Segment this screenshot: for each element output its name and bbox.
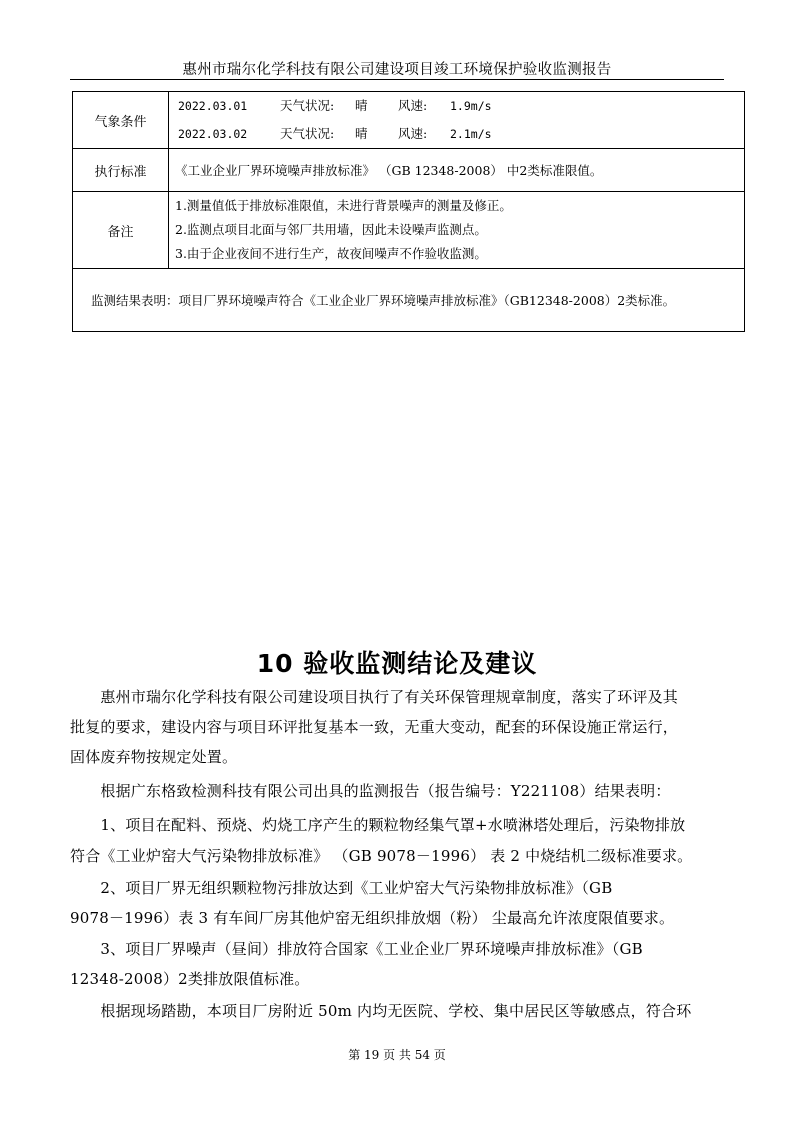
weather-cond-label: 天气状况: bbox=[280, 126, 335, 141]
section-title: 10 验收监测结论及建议 bbox=[256, 649, 538, 678]
standard-text: 《工业企业厂界环境噪声排放标准》 （GB 12348-2008） 中2类标准限值。 bbox=[169, 149, 745, 192]
weather-line bbox=[170, 95, 743, 117]
body-paragraph-line: 固体废弃物按规定处置。 bbox=[70, 748, 238, 766]
weather-label: 气象条件 bbox=[73, 92, 169, 149]
standard-label: 执行标准 bbox=[73, 149, 169, 192]
weather-date: 2022.03.01 bbox=[178, 99, 248, 113]
notes-label: 备注 bbox=[73, 192, 169, 269]
weather-cond: 晴 bbox=[355, 126, 368, 141]
report-header: 惠州市瑞尔化学科技有限公司建设项目竣工环境保护验收监测报告 bbox=[182, 62, 612, 78]
wind-speed: 2.1m/s bbox=[450, 127, 492, 141]
body-paragraph-line: 批复的要求，建设内容与项目环评批复基本一致，无重大变动，配套的环保设施正常运行， bbox=[70, 718, 679, 736]
body-paragraph-line: 2、项目厂界无组织颗粒物污排放达到《工业炉窑大气污染物排放标准》（GB bbox=[70, 879, 613, 897]
monitoring-result: 监测结果表明：项目厂界环境噪声符合《工业企业厂界环境噪声排放标准》（GB12348-2008）2类标准。 bbox=[73, 269, 745, 332]
monitoring-conditions-table bbox=[72, 91, 745, 332]
body-paragraph-line: 根据现场踏勘，本项目厂房附近 50m 内均无医院、学校、集中居民区等敏感点，符合环 bbox=[70, 1002, 692, 1020]
note-item: 2.监测点项目北面与邻厂共用墙，因此未设噪声监测点。 bbox=[175, 222, 487, 237]
body-paragraph-line: 根据广东格致检测科技有限公司出具的监测报告（报告编号：Y221108）结果表明： bbox=[70, 782, 671, 800]
table-row-weather bbox=[73, 92, 745, 149]
header-divider bbox=[70, 79, 724, 80]
page-number: 第 19 页 共 54 页 bbox=[348, 1048, 446, 1062]
weather-cond-label: 天气状况: bbox=[280, 98, 335, 113]
weather-cond: 晴 bbox=[355, 98, 368, 113]
body-paragraph-line: 符合《工业炉窑大气污染物排放标准》 （GB 9078－1996） 表 2 中烧结机二级标准要求。 bbox=[70, 847, 693, 865]
weather-date: 2022.03.02 bbox=[178, 127, 248, 141]
wind-speed: 1.9m/s bbox=[450, 99, 492, 113]
body-paragraph-line: 1、项目在配料、预烧、灼烧工序产生的颗粒物经集气罩+水喷淋塔处理后，污染物排放 bbox=[70, 816, 686, 834]
table-row-result bbox=[73, 269, 745, 332]
body-paragraph-line: 9078－1996）表 3 有车间厂房其他炉窑无组织排放烟（粉） 尘最高允许浓度限值要求。 bbox=[70, 909, 675, 927]
note-item: 1.测量值低于排放标准限值，未进行背景噪声的测量及修正。 bbox=[175, 198, 512, 213]
notes-cell bbox=[169, 192, 745, 269]
weather-cell bbox=[169, 92, 745, 149]
body-paragraph-line: 12348-2008）2类排放限值标准。 bbox=[70, 970, 310, 988]
body-paragraph-line: 惠州市瑞尔化学科技有限公司建设项目执行了有关环保管理规章制度，落实了环评及其 bbox=[70, 688, 679, 706]
wind-speed-label: 风速: bbox=[398, 98, 428, 113]
body-paragraph-line: 3、项目厂界噪声（昼间）排放符合国家《工业企业厂界环境噪声排放标准》（GB bbox=[70, 940, 643, 958]
wind-speed-label: 风速: bbox=[398, 126, 428, 141]
weather-line bbox=[170, 123, 743, 145]
table-row-notes bbox=[73, 192, 745, 269]
table-row-standard bbox=[73, 149, 745, 192]
note-item: 3.由于企业夜间不进行生产，故夜间噪声不作验收监测。 bbox=[175, 246, 487, 261]
